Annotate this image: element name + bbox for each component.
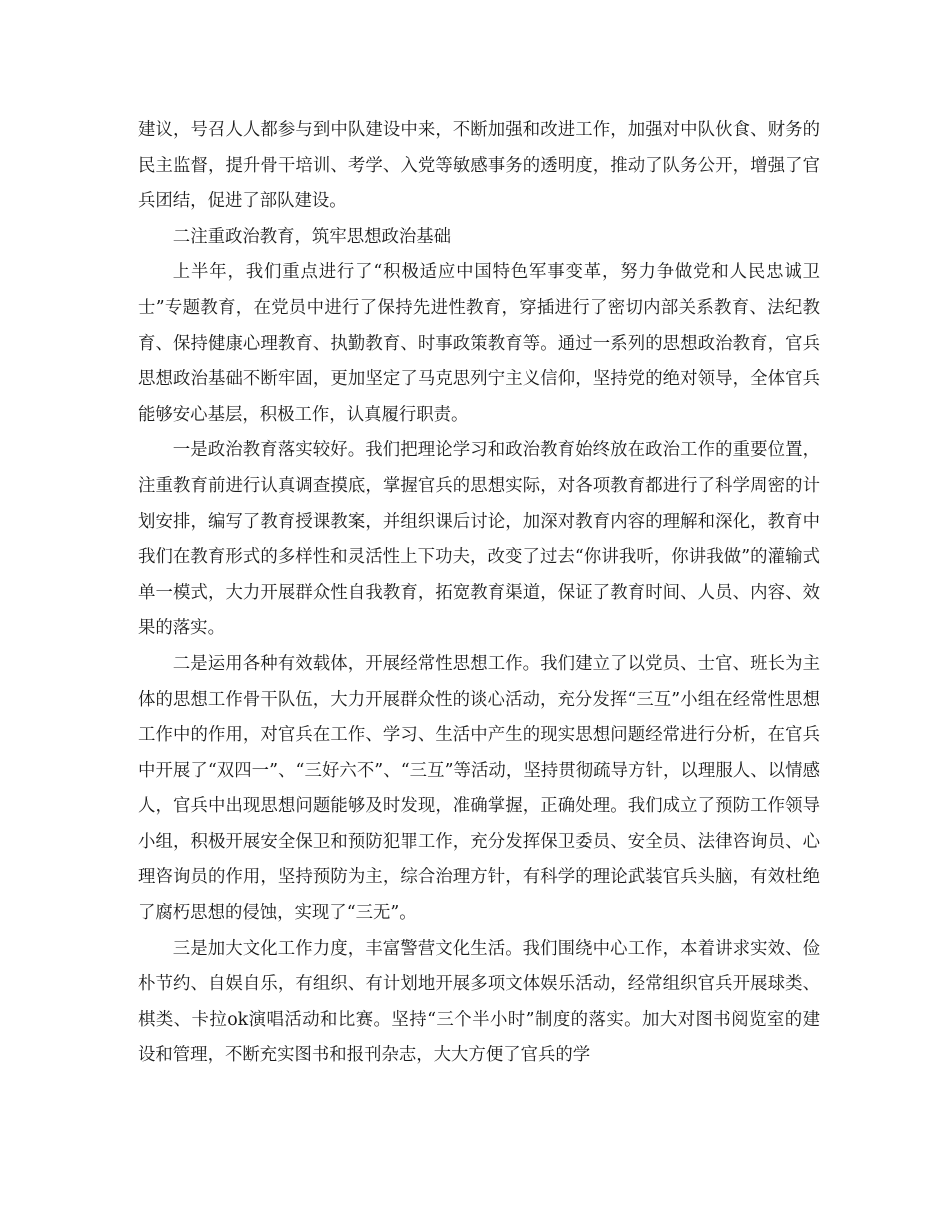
paragraph-4: 二是运用各种有效载体，开展经常性思想工作。我们建立了以党员、士官、班长为主体的思想工作骨干队伍，大力开展群众性的谈心活动，充分发挥“三互”小组在经常性思想工作中的作用，对官兵在工作、学习、生活中产生的现实思想问题经常进行分析，在官兵中开展了“双四一”、“三好六不”、“三互”等活动，坚持贯彻疏导方针，以理服人、以情感人，官兵中出现思想问题能够及时发现，准确掌握，正确处理。我们成立了预防工作领导小组，积极开展安全保卫和预防犯罪工作，充分发挥保卫委员、安全员、法律咨询员、心理咨询员的作用，坚持预防为主，综合治理方针，有科学的理论武装官兵头脑，有效杜绝了腐朽思想的侵蚀，实现了“三无”。 bbox=[138, 653, 820, 924]
document-page bbox=[138, 113, 820, 1074]
paragraph-5: 三是加大文化工作力度，丰富警营文化生活。我们围绕中心工作，本着讲求实效、俭朴节约、自娱自乐，有组织、有计划地开展多项文体娱乐活动，经常组织官兵开展球类、棋类、卡拉ok演唱活动和比赛。坚持“三个半小时”制度的落实。加大对图书阅览室的建设和管理，不断充实图书和报刊杂志，大大方便了官兵的学 bbox=[138, 938, 820, 1066]
paragraph-1: 建议，号召人人都参与到中队建设中来，不断加强和改进工作，加强对中队伙食、财务的民主监督，提升骨干培训、考学、入党等敏感事务的透明度，推动了队务公开，增强了官兵团结，促进了部队建设。 bbox=[138, 120, 820, 212]
paragraph-2: 上半年，我们重点进行了“积极适应中国特色军事变革，努力争做党和人民忠诚卫士”专题教育，在党员中进行了保持先进性教育，穿插进行了密切内部关系教育、法纪教育、保持健康心理教育、执勤教育、时事政策教育等。通过一系列的思想政治教育，官兵思想政治基础不断牢固，更加坚定了马克思列宁主义信仰，坚持党的绝对领导，全体官兵能够安心基层，积极工作，认真履行职责。 bbox=[138, 262, 820, 425]
section-heading: 二注重政治教育，筑牢思想政治基础 bbox=[172, 226, 452, 247]
paragraph-3: 一是政治教育落实较好。我们把理论学习和政治教育始终放在政治工作的重要位置，注重教育前进行认真调查摸底，掌握官兵的思想实际，对各项教育都进行了科学周密的计划安排，编写了教育授课教案，并组织课后讨论，加深对教育内容的理解和深化，教育中我们在教育形式的多样性和灵活性上下功夫，改变了过去“你讲我听，你讲我做”的灌输式单一模式，大力开展群众性自我教育，拓宽教育渠道，保证了教育时间、人员、内容、效果的落实。 bbox=[138, 440, 820, 639]
